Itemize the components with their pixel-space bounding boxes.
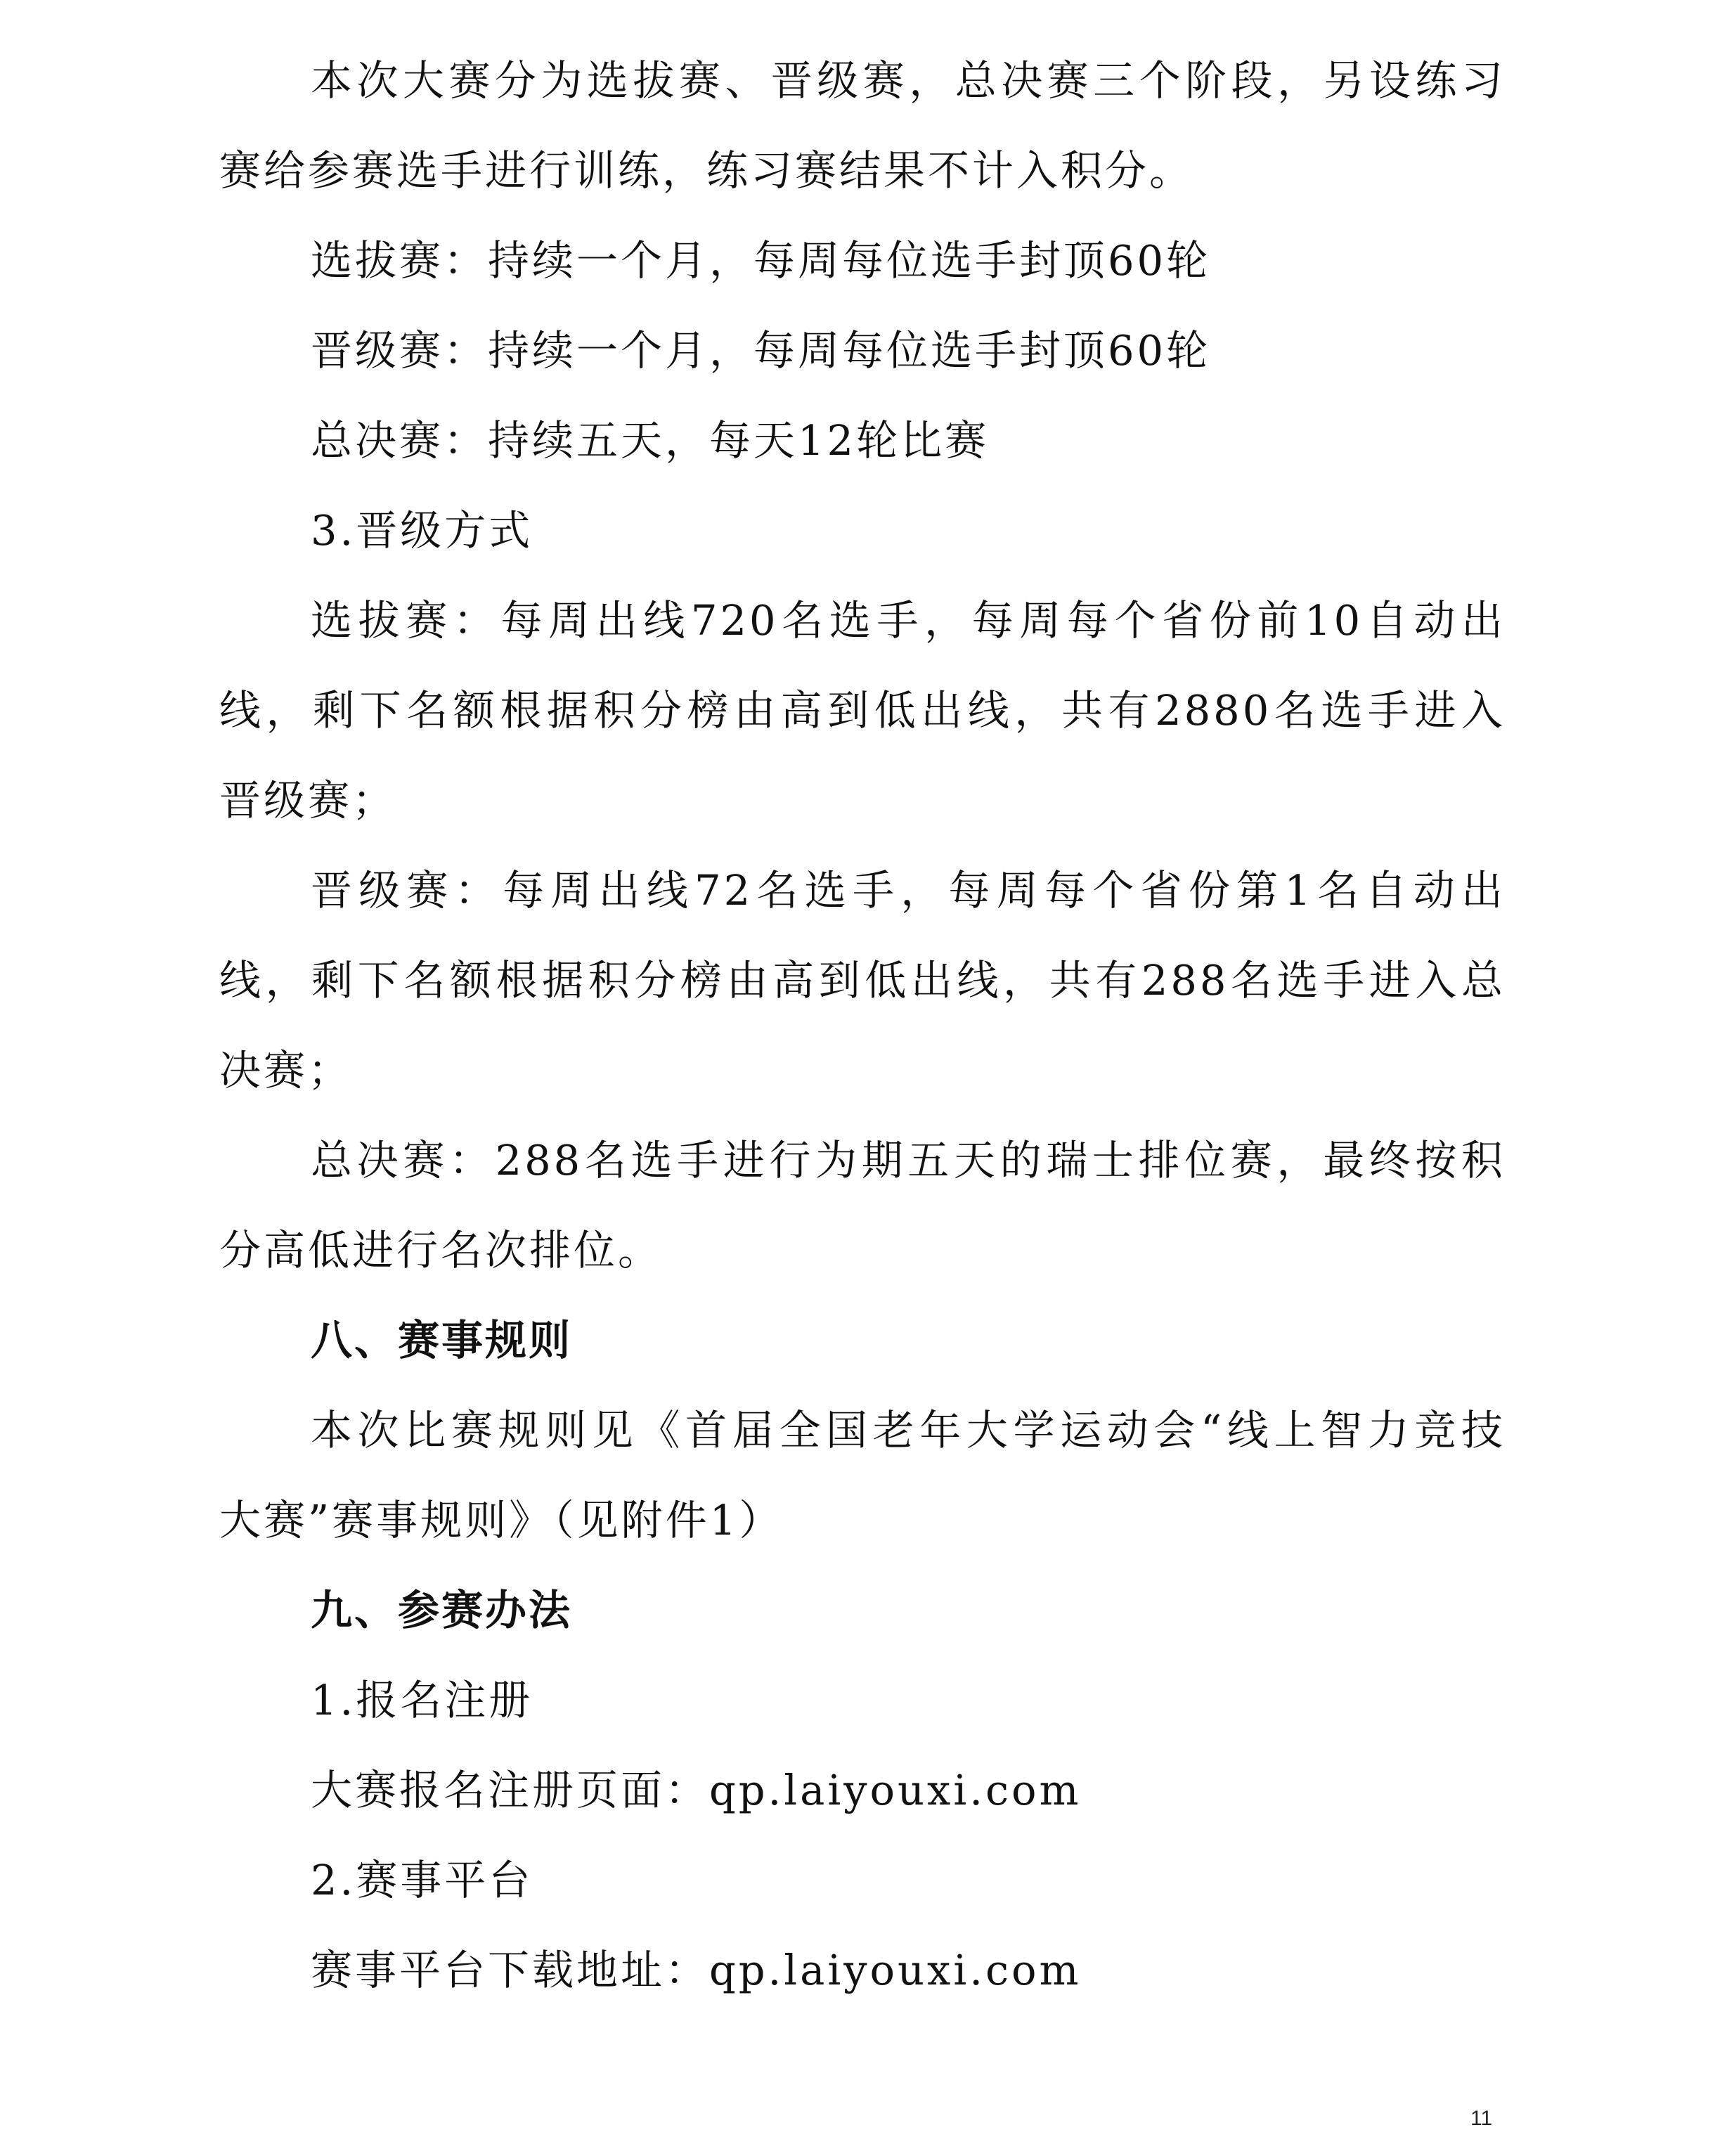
paragraph-line: 晋级赛； xyxy=(219,776,397,825)
paragraph-line: 选拔赛：每周出线720名选手，每周每个省份前10自动出 xyxy=(311,596,1506,645)
paragraph-line: 本次比赛规则见《首届全国老年大学运动会“线上智力竞技 xyxy=(311,1406,1506,1454)
paragraph-line: 总决赛：持续五天，每天12轮比赛 xyxy=(311,416,990,465)
section-heading: 八、赛事规则 xyxy=(311,1316,573,1364)
paragraph-line: 大赛”赛事规则》（见附件1） xyxy=(219,1496,784,1544)
subheading: 1.报名注册 xyxy=(311,1676,533,1724)
paragraph-line: 线，剩下名额根据积分榜由高到低出线，共有2880名选手进入 xyxy=(219,686,1506,735)
paragraph-line: 晋级赛：持续一个月，每周每位选手封顶60轮 xyxy=(311,326,1211,375)
paragraph-line: 赛给参赛选手进行训练，练习赛结果不计入积分。 xyxy=(219,146,1194,195)
paragraph-line: 大赛报名注册页面：qp.laiyouxi.com xyxy=(311,1766,1082,1814)
paragraph-line: 线，剩下名额根据积分榜由高到低出线，共有288名选手进入总 xyxy=(219,956,1506,1005)
subheading: 2.赛事平台 xyxy=(311,1856,533,1904)
paragraph-line: 分高低进行名次排位。 xyxy=(219,1226,663,1274)
paragraph-line: 晋级赛：每周出线72名选手，每周每个省份第1名自动出 xyxy=(311,866,1506,915)
paragraph-line: 决赛； xyxy=(219,1046,353,1095)
paragraph-line: 选拔赛：持续一个月，每周每位选手封顶60轮 xyxy=(311,236,1211,285)
subheading: 3.晋级方式 xyxy=(311,506,533,555)
paragraph-line: 本次大赛分为选拔赛、晋级赛，总决赛三个阶段，另设练习 xyxy=(311,56,1506,105)
paragraph-line: 总决赛：288名选手进行为期五天的瑞士排位赛，最终按积 xyxy=(311,1136,1506,1184)
section-heading: 九、参赛办法 xyxy=(311,1586,573,1634)
page-number: 11 xyxy=(1470,2107,1493,2130)
paragraph-line: 赛事平台下载地址：qp.laiyouxi.com xyxy=(311,1946,1082,1994)
